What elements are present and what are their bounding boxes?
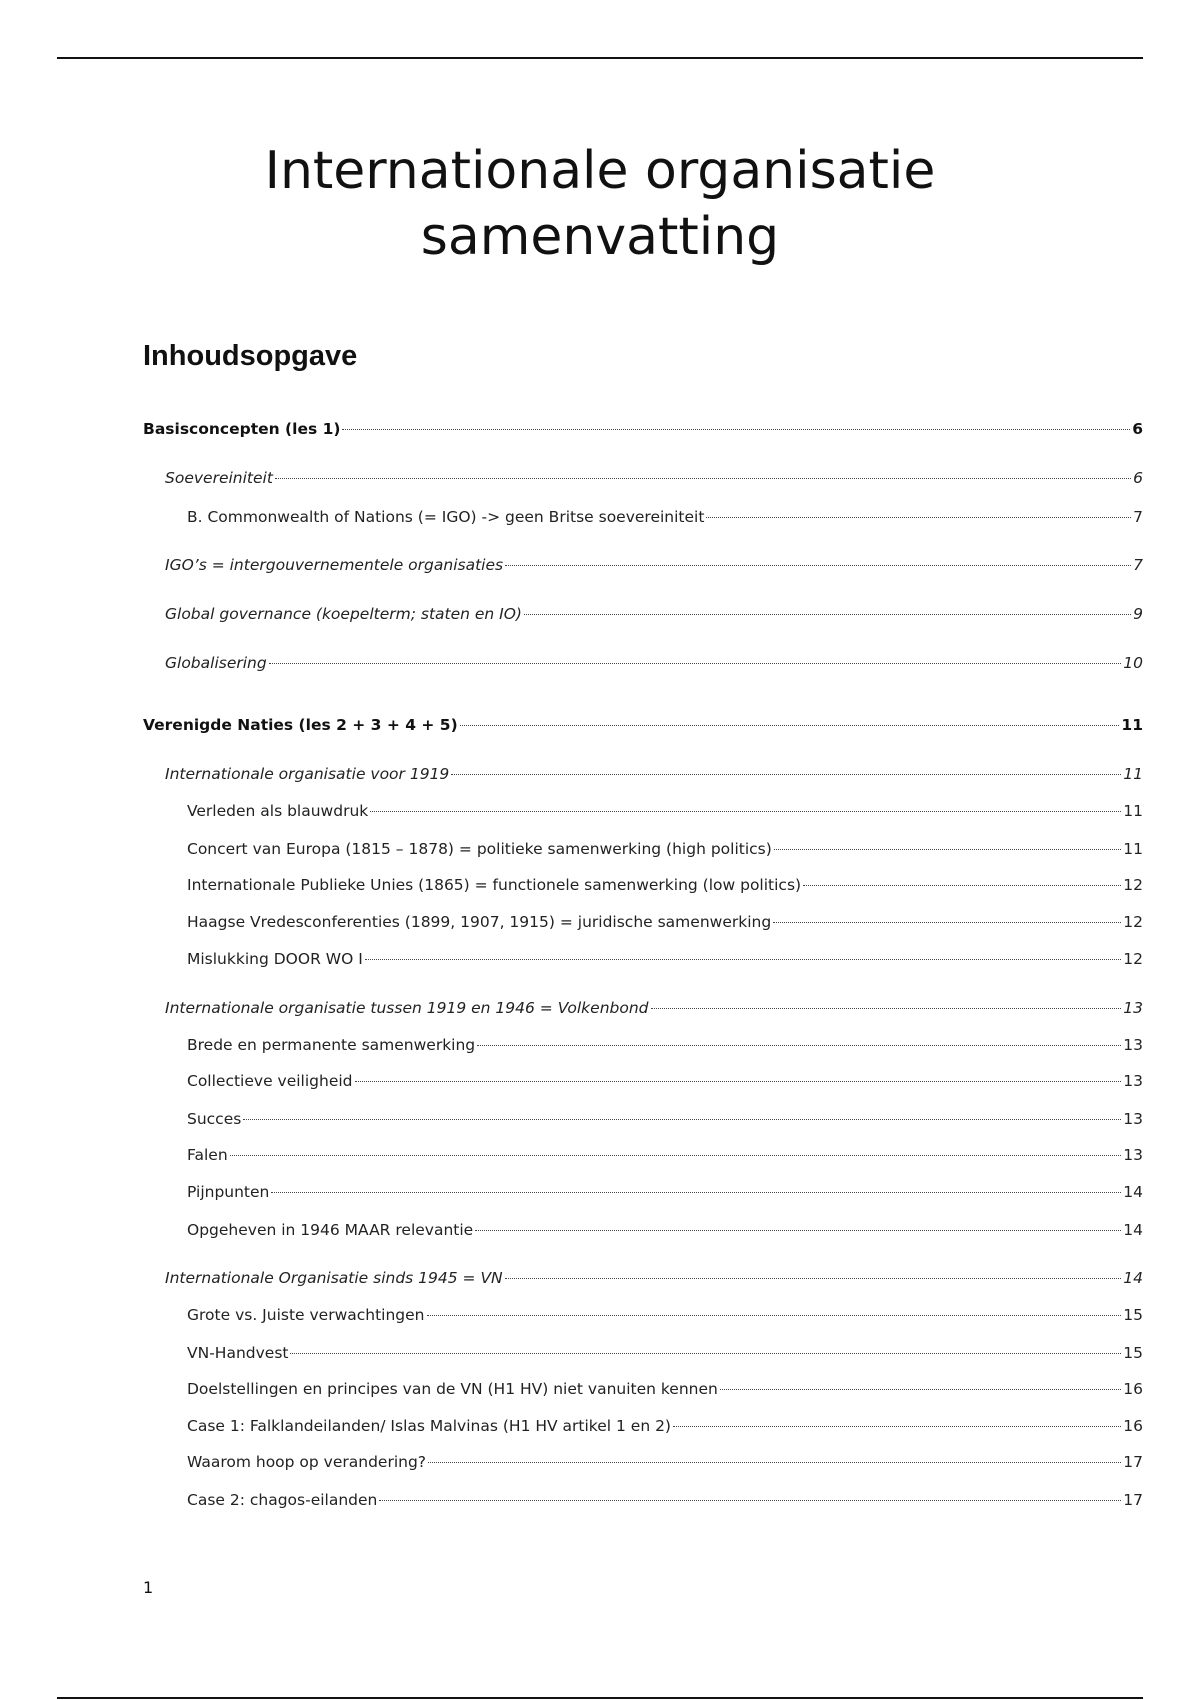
footer-rule [57,1697,1143,1699]
toc-entry-label: Brede en permanente samenwerking [187,1036,476,1054]
toc-entry[interactable] [187,1380,1143,1398]
toc-entry[interactable] [187,913,1143,931]
toc-entry-label: IGO’s = intergouvernementele organisaties [165,556,504,574]
header-rule [57,57,1143,59]
toc-entry[interactable] [187,1036,1143,1054]
toc-entry-label: Waarom hoop op verandering? [187,1453,427,1471]
toc-leader [477,1045,1121,1046]
toc-leader [271,1192,1121,1193]
toc-entry-page: 16 [1123,1417,1143,1435]
toc-heading: Inhoudsopgave [143,340,358,372]
toc-entry-label: Falen [187,1146,228,1164]
toc-entry-label: Internationale Publieke Unies (1865) = functionele samenwerking (low politics) [187,876,802,894]
toc-entry-page: 15 [1123,1344,1143,1362]
toc-entry-label: Verleden als blauwdruk [187,802,369,820]
toc-leader [803,885,1121,886]
toc-entry-label: Basisconcepten (les 1) [143,420,341,438]
toc-leader [774,849,1121,850]
toc-entry[interactable] [187,1491,1143,1509]
toc-entry-label: Global governance (koepelterm; staten en IO) [165,605,522,623]
toc-leader [651,1008,1122,1009]
toc-entry-page: 6 [1133,469,1143,487]
toc-entry[interactable] [187,508,1143,526]
toc-leader [773,922,1121,923]
toc-entry-label: Case 2: chagos-eilanden [187,1491,378,1509]
toc-entry[interactable] [165,654,1143,672]
toc-entry-page: 6 [1132,420,1143,438]
toc-leader [673,1426,1121,1427]
toc-entry-label: B. Commonwealth of Nations (= IGO) -> geen Britse soevereiniteit [187,508,705,526]
toc-entry-page: 14 [1123,1269,1143,1287]
toc-entry-page: 11 [1123,840,1143,858]
title-line-1: Internationale organisatie [264,141,936,201]
toc-entry[interactable] [187,1146,1143,1164]
toc-leader [428,1462,1121,1463]
toc-entry[interactable] [187,1417,1143,1435]
toc-entry-page: 11 [1121,716,1143,734]
toc-entry-page: 17 [1123,1491,1143,1509]
toc-entry-page: 7 [1133,556,1143,574]
toc-entry-page: 12 [1123,876,1143,894]
toc-entry-page: 16 [1123,1380,1143,1398]
toc-entry[interactable] [165,1269,1143,1287]
toc-leader [370,811,1121,812]
toc-entry-page: 13 [1123,1146,1143,1164]
toc-entry[interactable] [165,556,1143,574]
toc-entry[interactable] [187,1306,1143,1324]
toc-entry-label: Internationale organisatie tussen 1919 en 1946 = Volkenbond [165,999,649,1017]
toc-leader [230,1155,1122,1156]
toc-entry[interactable] [187,1344,1143,1362]
toc-entry-label: Collectieve veiligheid [187,1072,353,1090]
toc-entry[interactable] [187,1110,1143,1128]
toc-entry-label: Succes [187,1110,242,1128]
toc-entry[interactable] [187,876,1143,894]
toc-entry-label: Globalisering [165,654,267,672]
toc-leader [342,429,1130,430]
toc-entry-page: 17 [1123,1453,1143,1471]
toc-entry-page: 14 [1123,1221,1143,1239]
toc-entry-label: Grote vs. Juiste verwachtingen [187,1306,425,1324]
title-line-2: samenvatting [420,207,780,267]
toc-entry-page: 9 [1133,605,1143,623]
toc-entry-page: 14 [1123,1183,1143,1201]
toc-entry-label: Internationale Organisatie sinds 1945 = VN [165,1269,503,1287]
toc-entry-label: VN-Handvest [187,1344,289,1362]
toc-entry[interactable] [165,469,1143,487]
toc-entry-page: 13 [1123,1036,1143,1054]
toc-entry-page: 12 [1123,950,1143,968]
toc-entry[interactable] [187,840,1143,858]
toc-entry-label: Concert van Europa (1815 – 1878) = politieke samenwerking (high politics) [187,840,772,858]
toc-entry[interactable] [187,1072,1143,1090]
toc-entry[interactable] [143,420,1143,438]
toc-entry[interactable] [187,950,1143,968]
page-number: 1 [143,1578,154,1597]
toc-entry-page: 13 [1123,999,1143,1017]
toc-leader [505,1278,1122,1279]
toc-entry[interactable] [187,802,1143,820]
toc-entry-label: Haagse Vredesconferenties (1899, 1907, 1915) = juridische samenwerking [187,913,772,931]
toc-entry-label: Mislukking DOOR WO I [187,950,363,968]
toc-leader [505,565,1131,566]
toc-entry-page: 11 [1123,802,1143,820]
toc-entry-page: 10 [1123,654,1143,672]
toc-entry[interactable] [143,716,1143,734]
toc-leader [355,1081,1122,1082]
toc-leader [720,1389,1121,1390]
toc-leader [706,517,1131,518]
document-title [0,138,1200,270]
toc-entry[interactable] [187,1453,1143,1471]
toc-leader [427,1315,1122,1316]
toc-entry-page: 11 [1123,765,1143,783]
toc-leader [365,959,1121,960]
toc-entry-label: Case 1: Falklandeilanden/ Islas Malvinas (H1 HV artikel 1 en 2) [187,1417,671,1435]
toc-entry-page: 12 [1123,913,1143,931]
toc-leader [475,1230,1121,1231]
toc-entry[interactable] [165,999,1143,1017]
toc-entry-label: Soevereiniteit [165,469,273,487]
toc-leader [243,1119,1121,1120]
toc-leader [379,1500,1121,1501]
toc-leader [290,1353,1121,1354]
toc-leader [524,614,1131,615]
toc-leader [460,725,1120,726]
toc-entry[interactable] [187,1183,1143,1201]
toc-leader [269,663,1122,664]
toc-entry-page: 13 [1123,1110,1143,1128]
toc-entry-page: 7 [1133,508,1143,526]
toc-entry[interactable] [187,1221,1143,1239]
toc-entry-label: Pijnpunten [187,1183,270,1201]
toc-entry-label: Opgeheven in 1946 MAAR relevantie [187,1221,474,1239]
toc-entry-page: 15 [1123,1306,1143,1324]
toc-leader [451,774,1121,775]
toc-leader [275,478,1131,479]
toc-entry-page: 13 [1123,1072,1143,1090]
toc-entry-label: Doelstellingen en principes van de VN (H1 HV) niet vanuiten kennen [187,1380,718,1398]
toc-entry[interactable] [165,765,1143,783]
toc-entry-label: Internationale organisatie voor 1919 [165,765,450,783]
toc-entry[interactable] [165,605,1143,623]
toc-entry-label: Verenigde Naties (les 2 + 3 + 4 + 5) [143,716,458,734]
